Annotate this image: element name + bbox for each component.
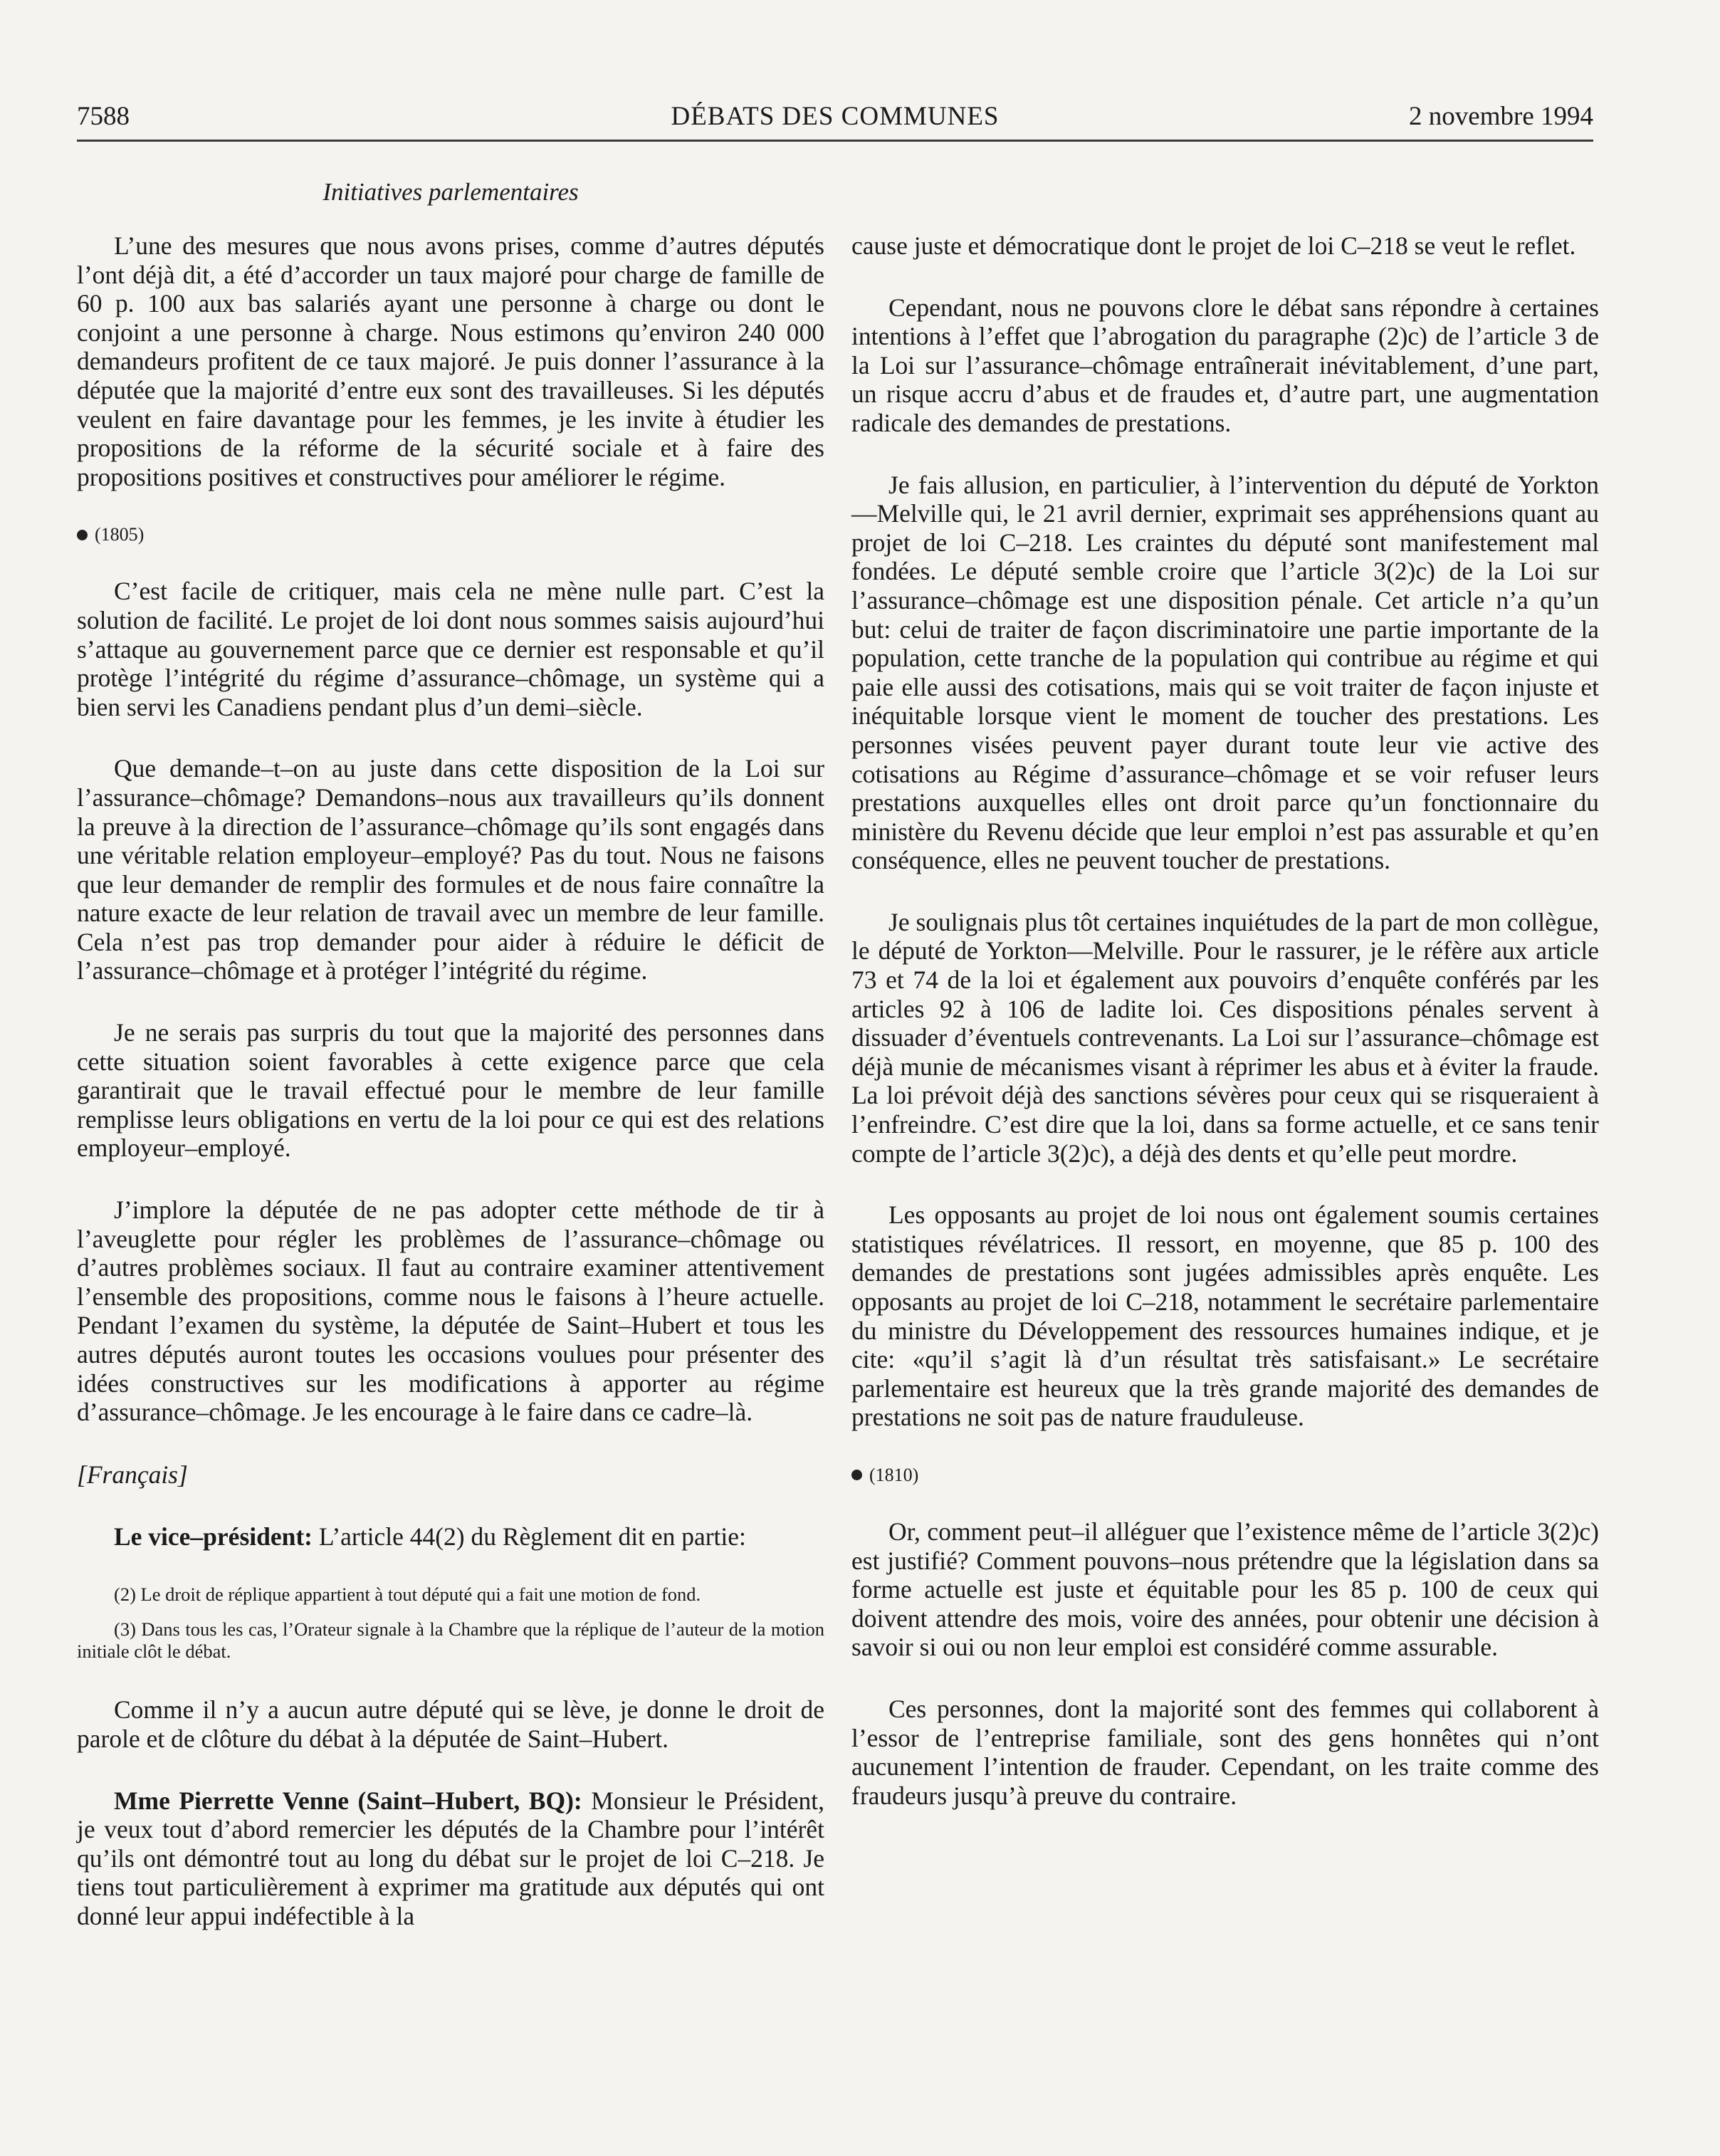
paragraph: J’implore la députée de ne pas adopter cette méthode de tir à l’aveuglette pour régler les problèmes de l’assurance–chômage ou d’autres problèmes sociaux. Il faut au contraire examiner attentivement l’ensemble des propositions, comme nous le faisons à l’heure actuelle. Pendant l’examen du système, la députée de Saint–Hubert et tous les autres députés auront toutes les occasions voulues pour présenter des idées constructives sur les modifications à apporter au régime d’assurance–chômage. Je les encourage à le faire dans ce cadre–là. — [77, 1195, 824, 1427]
speech-text: Monsieur le Président, je veux tout d’abord remercier les députés de la Chambre pour l’intérêt qu’ils ont démontré tout au long du débat sur le projet de loi C–218. Je tiens tout particulièrement à exprimer ma gratitude aux députés qui ont donné leur appui indéfectible à la — [77, 1786, 824, 1930]
speaker-name: Mme Pierrette Venne (Saint–Hubert, BQ): — [114, 1786, 582, 1815]
quoted-rule: (3) Dans tous les cas, l’Orateur signale à la Chambre que la réplique de l’auteur de la motion initiale clôt le débat. — [77, 1618, 824, 1663]
quoted-rule: (2) Le droit de réplique appartient à tout député qui a fait une motion de fond. — [114, 1584, 701, 1606]
page-header — [77, 101, 1593, 137]
paragraph: Cependant, nous ne pouvons clore le débat sans répondre à certaines intentions à l’effet que l’abrogation du paragraphe (2)c) de l’article 3 de la Loi sur l’assurance–chômage entraînerait inévitablement, d’une part, un risque accru d’abus et de fraudes et, d’autre part, une augmentation radicale des demandes de prestations. — [851, 293, 1599, 437]
time-marker — [77, 524, 824, 545]
publication-title: DÉBATS DES COMMUNES — [671, 102, 1000, 131]
paragraph: Ces personnes, dont la majorité sont des femmes qui collaborent à l’essor de l’entreprise familiale, sont des gens honnêtes qui n’ont aucunement l’intention de frauder. Cependant, on les traite comme des fraudeurs jusqu’à preuve du contraire. — [851, 1694, 1599, 1810]
left-column — [77, 231, 824, 1964]
bullet-icon — [77, 530, 88, 540]
paragraph: Que demande–t–on au juste dans cette disposition de la Loi sur l’assurance–chômage? Demandons–nous aux travailleurs qu’ils donnent la preuve à la direction de l’assurance–chômage qu’ils sont engagés dans une véritable relation employeur–employé? Pas du tout. Nous ne faisons que leur demander de remplir des formules et de nous faire connaître la nature exacte de leur relation de travail avec un membre de leur famille. Cela n’est pas trop demander pour aider à réduire le déficit de l’assurance–chômage et à protéger l’intégrité du régime. — [77, 754, 824, 985]
paragraph: Or, comment peut–il alléguer que l’existence même de l’article 3(2)c) est justifié? Comment pouvons–nous prétendre que la législation dans sa forme actuelle est juste et équitable pour les 85 p. 100 de ceux qui doivent attendre des mois, voire des années, pour obtenir une décision à savoir si oui ou non leur emploi est considéré comme assurable. — [851, 1517, 1599, 1662]
page-number: 7588 — [77, 102, 130, 131]
bullet-icon — [851, 1470, 862, 1480]
speaker-paragraph — [77, 1786, 824, 1931]
paragraph: Je fais allusion, en particulier, à l’intervention du député de Yorkton—Melville qui, le 21 avril dernier, exprimait ses appréhensions quant au projet de loi C–218. Les craintes du député sont manifestement mal fondées. Le député semble croire que l’article 3(2)c) de la Loi sur l’assurance–chômage est une disposition pénale. Cet article n’a qu’un but: celui de traiter de façon discriminatoire une partie importante de la population, cette tranche de la population qui contribue au régime et qui paie elle aussi des cotisations, mais qui se voit traiter de façon injuste et inéquitable lorsque vient le moment de toucher des prestations. Les personnes visées peuvent payer durant toute leur vie active des cotisations au Régime d’assurance–chômage et se voir refuser leurs prestations auxquelles elles ont droit parce qu’un fonctionnaire du ministère du Revenu décide que leur emploi n’est pas assurable et qu’en conséquence, elles ne peuvent toucher de prestations. — [851, 470, 1599, 875]
speaker-paragraph — [77, 1522, 824, 1551]
speech-text: L’article 44(2) du Règlement dit en partie: — [313, 1522, 746, 1551]
paragraph: Les opposants au projet de loi nous ont également soumis certaines statistiques révélatrices. Il ressort, en moyenne, que 85 p. 100 des demandes de prestations sont jugées admissibles après enquête. Les opposants au projet de loi C–218, notamment le secrétaire parlementaire du ministre du Développement des ressources humaines indique, et je cite: «qu’il s’agit là d’un résultat très satisfaisant.» Le secrétaire parlementaire est heureux que la très grande majorité des demandes de prestations ne soit pas de nature frauduleuse. — [851, 1200, 1599, 1432]
paragraph: Comme il n’y a aucun autre député qui se lève, je donne le droit de parole et de clôture du débat à la députée de Saint–Hubert. — [77, 1695, 824, 1753]
paragraph: Je ne serais pas surpris du tout que la majorité des personnes dans cette situation soient favorables à cette exigence parce que cela garantirait que le travail effectué pour le membre de leur famille remplisse leurs obligations en vertu de la loi pour ce qui est des relations employeur–employé. — [77, 1018, 824, 1163]
publication-date: 2 novembre 1994 — [1409, 102, 1593, 131]
section-title: Initiatives parlementaires — [322, 178, 579, 206]
paragraph: Je soulignais plus tôt certaines inquiétudes de la part de mon collègue, le député de Yorkton—Melville. Pour le rassurer, je le réfère aux article 73 et 74 de la loi et également aux pouvoirs d’enquête conférés par les articles 92 à 106 de ladite loi. Ces dispositions pénales servent à dissuader d’éventuels contrevenants. La Loi sur l’assurance–chômage est déjà munie de mécanismes visant à réprimer les abus et à éviter la fraude. La loi prévoit déjà des sanctions sévères pour ceux qui se risqueraient à l’enfreindre. C’est dire que la loi, dans sa forme actuelle, et ce sans tenir compte de l’article 3(2)c), a déjà des dents et qu’elle peut mordre. — [851, 907, 1599, 1168]
paragraph: cause juste et démocratique dont le projet de loi C–218 se veut le reflet. — [851, 231, 1576, 260]
time-marker — [851, 1465, 1599, 1486]
language-tag: [Français] — [77, 1460, 188, 1489]
right-column — [851, 231, 1599, 1843]
header-rule — [77, 140, 1593, 142]
time-marker-label: (1810) — [869, 1464, 919, 1485]
speaker-name: Le vice–président: — [114, 1522, 313, 1551]
paragraph: L’une des mesures que nous avons prises, comme d’autres députés l’ont déjà dit, a été d’accorder un taux majoré pour charge de famille de 60 p. 100 aux bas salariés ayant une personne à charge ou dont le conjoint a une personne à charge. Nous estimons qu’environ 240 000 demandeurs profitent de ce taux majoré. Je puis donner l’assurance à la députée que la majorité d’entre eux sont des travailleuses. Si les députés veulent en faire davantage pour les femmes, je les invite à étudier les propositions de la réforme de la sécurité sociale et à faire des propositions positives et constructives pour améliorer le régime. — [77, 231, 824, 491]
paragraph: C’est facile de critiquer, mais cela ne mène nulle part. C’est la solution de facilité. Le projet de loi dont nous sommes saisis aujourd’hui s’attaque au gouvernement parce que ce dernier est responsable et qu’il protège l’intégrité du régime d’assurance–chômage, un système qui a bien servi les Canadiens pendant plus d’un demi–siècle. — [77, 577, 824, 721]
time-marker-label: (1805) — [95, 524, 145, 545]
